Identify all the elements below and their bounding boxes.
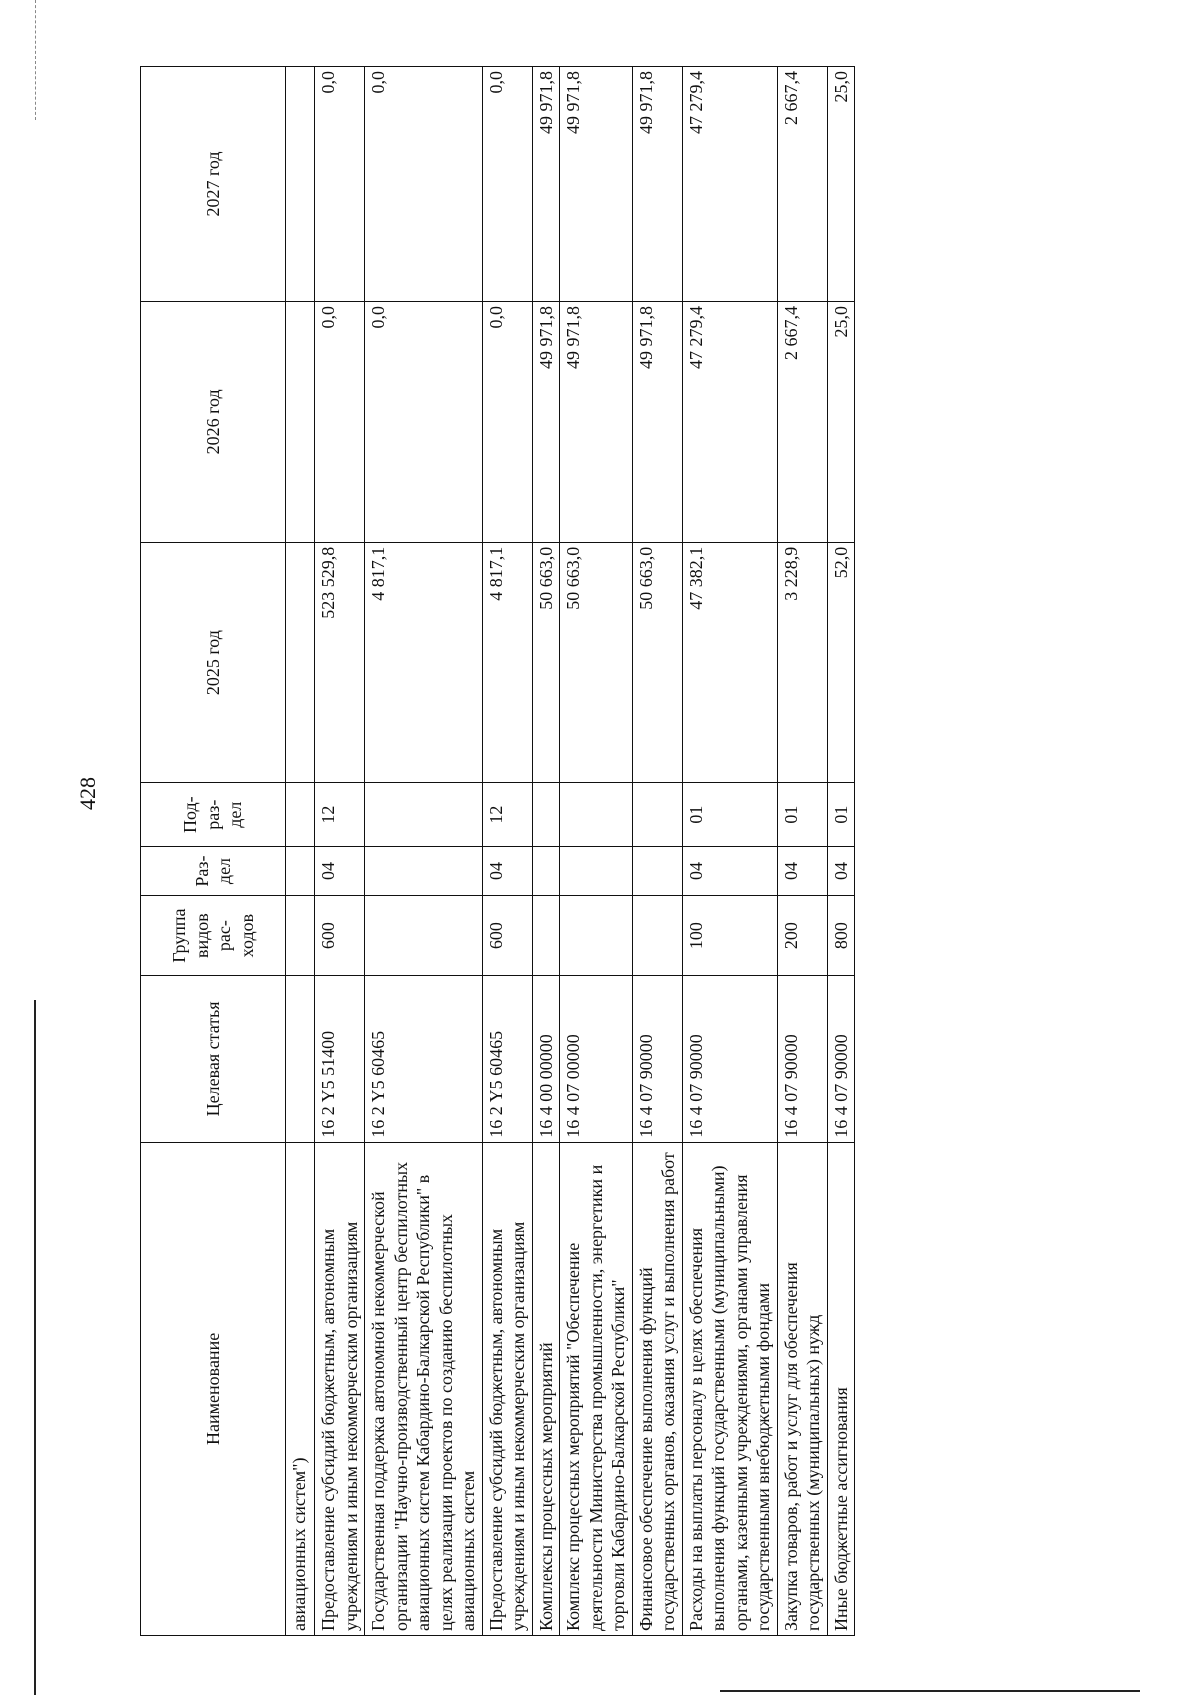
row-name: Закупка товаров, работ и услуг для обеспечения государственных (муниципальных) нужд [777, 1142, 827, 1635]
row-subsection [632, 783, 682, 846]
table-row [482, 67, 532, 1636]
row-group: 100 [682, 896, 777, 976]
row-2027: 0,0 [482, 67, 532, 302]
row-target: 16 2 Y5 60465 [482, 976, 532, 1143]
row-group: 600 [315, 896, 365, 976]
row-target: 16 4 07 90000 [827, 976, 855, 1143]
budget-table [140, 66, 855, 1636]
row-section [532, 846, 560, 895]
row-subsection [365, 783, 483, 846]
row-name: Расходы на выплаты персоналу в целях обеспечения выполнения функций государственными (муниципальными) органами, казенными учреждениями, органами управления государственными внебюджетными фондами [682, 1142, 777, 1635]
row-2026: 0,0 [315, 301, 365, 542]
row-target: 16 4 07 00000 [560, 976, 633, 1143]
row-2025: 47 382,1 [682, 542, 777, 783]
table-row [560, 67, 633, 1636]
row-2027: 0,0 [315, 67, 365, 302]
row-section: 04 [482, 846, 532, 895]
header-subsection: Под-раз-дел [141, 783, 286, 846]
row-target: 16 4 07 90000 [632, 976, 682, 1143]
header-year-2027: 2027 год [141, 67, 286, 302]
row-name: Предоставление субсидий бюджетным, автономным учреждениям и иным некоммерческим организациям [315, 1142, 365, 1635]
row-2027: 49 971,8 [532, 67, 560, 302]
row-section [560, 846, 633, 895]
table-row [532, 67, 560, 1636]
row-group [532, 896, 560, 976]
row-section: 04 [777, 846, 827, 895]
row-2025 [286, 542, 315, 783]
row-2025: 4 817,1 [365, 542, 483, 783]
row-name: Государственная поддержка автономной некоммерческой организации "Научно-производственный центр беспилотных авиационных систем Кабардино-Балкарской Республики" в целях реализации проектов по созданию беспилотных авиационных систем [365, 1142, 483, 1635]
row-section [286, 846, 315, 895]
rotated-page-content [140, 66, 1200, 1636]
row-2027: 47 279,4 [682, 67, 777, 302]
page-edge-rule-bottom [720, 1690, 1140, 1692]
row-target: 16 4 00 00000 [532, 976, 560, 1143]
row-2027 [286, 67, 315, 302]
row-2026: 47 279,4 [682, 301, 777, 542]
row-2025: 50 663,0 [560, 542, 633, 783]
row-name: Комплекс процессных мероприятий "Обеспечение деятельности Министерства промышленности, энергетики и торговли Кабардино-Балкарской Республики" [560, 1142, 633, 1635]
row-group [286, 896, 315, 976]
row-2027: 49 971,8 [632, 67, 682, 302]
row-subsection [532, 783, 560, 846]
row-2027: 49 971,8 [560, 67, 633, 302]
row-section: 04 [315, 846, 365, 895]
table-row [365, 67, 483, 1636]
row-target [286, 976, 315, 1143]
row-target: 16 2 Y5 51400 [315, 976, 365, 1143]
row-section [632, 846, 682, 895]
page-edge-rule [34, 1000, 36, 1695]
row-2025: 523 529,8 [315, 542, 365, 783]
table-row [632, 67, 682, 1636]
row-subsection: 12 [315, 783, 365, 846]
row-2027: 0,0 [365, 67, 483, 302]
header-name: Наименование [141, 1142, 286, 1635]
row-2025: 52,0 [827, 542, 855, 783]
row-section [365, 846, 483, 895]
row-subsection [560, 783, 633, 846]
row-subsection: 01 [827, 783, 855, 846]
row-2026: 49 971,8 [560, 301, 633, 542]
row-2026: 49 971,8 [632, 301, 682, 542]
row-2025: 50 663,0 [532, 542, 560, 783]
row-subsection: 12 [482, 783, 532, 846]
row-group: 800 [827, 896, 855, 976]
row-section: 04 [682, 846, 777, 895]
row-2025: 50 663,0 [632, 542, 682, 783]
row-2025: 3 228,9 [777, 542, 827, 783]
row-2026: 2 667,4 [777, 301, 827, 542]
row-2027: 25,0 [827, 67, 855, 302]
row-group [560, 896, 633, 976]
header-year-2026: 2026 год [141, 301, 286, 542]
table-row [777, 67, 827, 1636]
row-2026: 25,0 [827, 301, 855, 542]
row-subsection: 01 [682, 783, 777, 846]
page-number: 428 [75, 777, 100, 810]
row-2025: 4 817,1 [482, 542, 532, 783]
row-2026: 0,0 [365, 301, 483, 542]
row-2026: 49 971,8 [532, 301, 560, 542]
table-row [682, 67, 777, 1636]
row-group [632, 896, 682, 976]
header-target-article: Целевая статья [141, 976, 286, 1143]
table-row [315, 67, 365, 1636]
row-name: Предоставление субсидий бюджетным, автономным учреждениям и иным некоммерческим организациям [482, 1142, 532, 1635]
row-name: авиационных систем") [286, 1142, 315, 1635]
row-name: Иные бюджетные ассигнования [827, 1142, 855, 1635]
row-group [365, 896, 483, 976]
table-row [827, 67, 855, 1636]
row-target: 16 4 07 90000 [682, 976, 777, 1143]
header-expense-group: Группа видов рас-ходов [141, 896, 286, 976]
header-year-2025: 2025 год [141, 542, 286, 783]
row-2027: 2 667,4 [777, 67, 827, 302]
row-section: 04 [827, 846, 855, 895]
row-target: 16 2 Y5 60465 [365, 976, 483, 1143]
row-name: Комплексы процессных мероприятий [532, 1142, 560, 1635]
row-group: 200 [777, 896, 827, 976]
row-subsection: 01 [777, 783, 827, 846]
scan-edge-mark [35, 0, 37, 120]
row-subsection [286, 783, 315, 846]
row-2026 [286, 301, 315, 542]
row-2026: 0,0 [482, 301, 532, 542]
table-row [286, 67, 315, 1636]
table-header-row [141, 67, 286, 1636]
header-section: Раз-дел [141, 846, 286, 895]
row-group: 600 [482, 896, 532, 976]
row-target: 16 4 07 90000 [777, 976, 827, 1143]
row-name: Финансовое обеспечение выполнения функций государственных органов, оказания услуг и выполнения работ [632, 1142, 682, 1635]
